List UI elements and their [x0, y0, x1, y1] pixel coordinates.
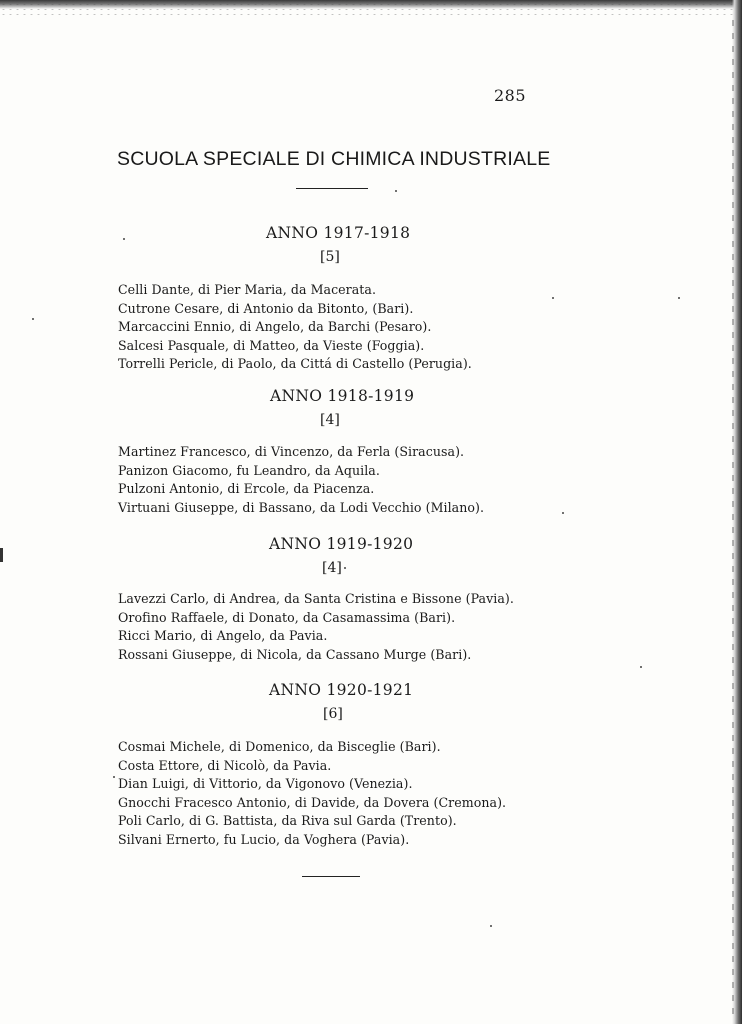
student-list [118, 443, 484, 517]
list-item: Lavezzi Carlo, di Andrea, da Santa Cristina e Bissone (Pavia). [118, 591, 514, 606]
list-item: Salcesi Pasquale, di Matteo, da Vieste (Foggia). [118, 337, 425, 353]
list-item: Gnocchi Fracesco Antonio, di Davide, da Dovera (Cremona). [118, 794, 507, 810]
list-item: Martinez Francesco, di Vincenzo, da Ferla (Siracusa). [118, 444, 465, 459]
section-year-heading: ANNO 1917-1918 [266, 224, 411, 242]
list-item: Pulzoni Antonio, di Ercole, da Piacenza. [118, 481, 375, 497]
scan-right-binding [732, 20, 734, 1020]
list-item: Cutrone Cesare, di Antonio da Bitonto, (Bari). [118, 300, 414, 316]
section-student-count: [4] [320, 412, 340, 428]
section-student-count: [4] [322, 560, 342, 576]
scan-speck [113, 776, 115, 778]
section-student-count: [5] [320, 249, 340, 265]
list-item: Celli Dante, di Pier Maria, da Macerata. [118, 282, 377, 297]
section-student-count: [6] [323, 706, 343, 722]
section-year-heading: ANNO 1919-1920 [269, 535, 414, 553]
list-item: Poli Carlo, di G. Battista, da Riva sul Garda (Trento). [118, 813, 457, 829]
scan-speck [678, 297, 680, 299]
scan-speck [552, 297, 554, 299]
scan-speck [123, 238, 125, 240]
list-item: Torrelli Pericle, di Paolo, da Cittá di Castello (Perugia). [118, 356, 472, 372]
list-item: Silvani Ernerto, fu Lucio, da Voghera (Pavia). [118, 831, 410, 847]
list-item: Rossani Giuseppe, di Nicola, da Cassano Murge (Bari). [118, 646, 472, 662]
section-year-heading: ANNO 1918-1919 [270, 387, 415, 405]
page-number: 285 [494, 86, 527, 105]
list-item: Ricci Mario, di Angelo, da Pavia. [118, 628, 328, 644]
student-list [118, 738, 506, 850]
closing-divider [302, 876, 360, 877]
scan-speck [395, 190, 397, 192]
title-divider [296, 188, 368, 189]
list-item: Panizon Giacomo, fu Leandro, da Aquila. [118, 462, 380, 478]
scan-left-mark [0, 548, 3, 562]
scan-speck [32, 318, 34, 320]
list-item: Cosmai Michele, di Domenico, da Bisceglie (Bari). [118, 739, 441, 754]
scan-speck [344, 567, 346, 569]
student-list [118, 281, 472, 374]
scan-top-speckle [0, 2, 742, 16]
page-title: SCUOLA SPECIALE DI CHIMICA INDUSTRIALE [117, 148, 551, 170]
list-item: Costa Ettore, di Nicolò, da Pavia. [118, 757, 332, 773]
list-item: Marcaccini Ennio, di Angelo, da Barchi (Pesaro). [118, 319, 432, 335]
list-item: Dian Luigi, di Vittorio, da Vigonovo (Venezia). [118, 776, 413, 792]
list-item: Orofino Raffaele, di Donato, da Casamassima (Bari). [118, 609, 456, 625]
scan-speck [562, 512, 564, 514]
list-item: Virtuani Giuseppe, di Bassano, da Lodi Vecchio (Milano). [118, 499, 485, 515]
section-year-heading: ANNO 1920-1921 [269, 681, 414, 699]
scan-speck [640, 666, 642, 668]
scan-speck [490, 925, 492, 927]
student-list [118, 590, 514, 664]
